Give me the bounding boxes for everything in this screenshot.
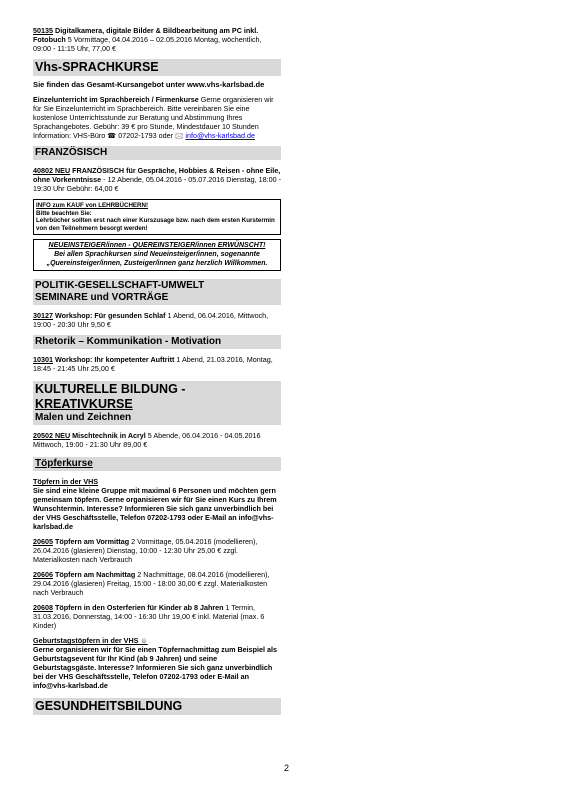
course-details: 1 Termin, 31.03.2016, Donnerstag, 14:00 - 16:30 Uhr 19,00 € inkl. Material (max. 6 Kinder) [33,603,265,631]
politik-heading-line2: SEMINARE und VORTRÄGE [35,292,169,304]
course-20502 [33,431,281,449]
course-number: 40802 NEU [33,166,71,175]
geburtstag-text: Gerne organisieren wir für Sie einen Töpfernachmittag zum Beispiel als Geburtstagsevent für Ihr Kind (ab 9 Jahren) und seine Geburtstagsgäste. Interesse? Informieren Sie sich ganz unverbindlich bei der VHS Geschäftsstelle, Telefon 07202-1793 oder E-Mail an info@vhs-karlsbad.de [33,645,278,691]
neueinsteiger-title: NEUEINSTEIGER/innen - QUEREINSTEIGER/innen ERWÜNSCHT! [48,242,266,250]
neueinsteiger-box [33,239,281,271]
course-title: Mischtechnik in Acryl [70,431,146,441]
einzelunterricht-title: Einzelunterricht im Sprachbereich / Firmenkurse [33,95,199,104]
course-number: 10301 [33,355,53,365]
course-20605 [33,537,281,564]
course-title: Workshop: Ihr kompetenter Auftritt [53,355,175,365]
course-10301 [33,355,281,373]
toepfern-vhs-title: Töpfern in der VHS [33,477,99,487]
page-number: 2 [284,763,290,773]
course-number: 30127 [33,311,53,321]
course-number: 20502 NEU [33,431,71,441]
geburtstag-title: Geburtstagstöpfern in der VHS ☺ [33,636,148,646]
kultur-heading-a: KULTURELLE BILDUNG - [35,382,186,397]
info-box-title: INFO zum KAUF von LEHRBÜCHERN! [36,202,149,209]
info-box-line1: Bitte beachten Sie: [36,209,92,217]
page-content [33,26,281,715]
kultur-heading [35,382,279,412]
section-heading-rhetorik: Rhetorik – Kommunikation - Motivation [33,335,281,349]
course-title: Töpfern in den Osterferien für Kinder ab 8 Jahren [53,603,224,613]
lehrbuecher-info-box [33,199,281,235]
course-number: 50135 [33,26,53,35]
course-details: 5 Abende, 06.04.2016 - 04.05.2016 Mittwoch, 19:00 - 21:30 Uhr 89,00 € [33,431,261,450]
course-20608 [33,603,281,630]
section-heading-politik [33,279,281,305]
course-number: 20608 [33,603,53,613]
course-details: - 12 Abende, 05.04.2016 - 05.07.2016 Dienstag, 18:00 - 19:30 Uhr Gebühr: 64,00 € [33,175,281,193]
kultur-subheading: Malen und Zeichnen [35,412,132,424]
sprach-subheading: Sie finden das Gesamt-Kursangebot unter www.vhs-karlsbad.de [33,80,265,89]
einzelunterricht-text [33,95,281,140]
course-details: 1 Abend, 06.04.2016, Mittwoch, 19:00 - 20:30 Uhr 9,50 € [33,311,269,330]
course-50135 [33,26,281,53]
politik-heading-line1: POLITIK-GESELLSCHAFT-UMWELT [35,280,205,292]
section-heading-franzoesisch: FRANZÖSISCH [33,146,281,160]
kultur-heading-b: KREATIVKURSE [35,397,133,412]
section-heading-kultur [33,381,281,425]
section-heading-sprachkurse: Vhs-SPRACHKURSE [33,59,281,76]
course-title: Töpfern am Nachmittag [53,570,136,580]
email-link[interactable]: info@vhs-karlsbad.de [185,131,256,140]
course-details: 2 Vormittage, 05.04.2016 (modellieren), 26.04.2016 (glasieren) Dienstag, 10:00 - 12:30 Uhr 25,00 € zzgl. Materialkosten nach Verbrauch [33,537,258,565]
course-title: Digitalkamera, digitale Bilder & Bildbearbeitung am PC inkl. Fotobuch [33,26,259,44]
course-title: Töpfern am Vormittag [53,537,130,547]
course-details: 1 Abend, 21.03.2016, Montag, 18:45 - 21:45 Uhr 25,00 € [33,355,273,374]
neueinsteiger-text: Bei allen Sprachkursen sind Neueinsteiger/innen, sogenannte „Quereinsteiger/innen, Zusteiger/innen ganz herzlich Willkommen. [46,250,268,267]
course-details: 2 Nachmittage, 08.04.2016 (modellieren), 29.04.2016 (glasieren) Freitag, 15:00 - 18:00 30,00 € zzgl. Materialkosten nach Verbrauch [33,570,270,598]
course-30127 [33,311,281,329]
course-number: 20605 [33,537,53,547]
info-box-line2: Lehrbücher sollten erst nach einer Kurszusage bzw. nach dem ersten Kurstermin von den Teilnehmern besorgt werden! [36,217,275,232]
einzelunterricht-body: Gerne organisieren wir für Sie Einzelunterricht im Sprachbereich. Bitte vereinbaren Sie eine kostenlose Unterrichtsstunde zur Beratung und Abstimmung Ihres Sprachangebotes. Gebühr: 39 € pro Stunde, Mindestdauer 10 Stunden Information: VHS-Büro ☎ 07202-1793 oder 🖂 [33,95,274,140]
section-heading-gesundheit: GESUNDHEITSBILDUNG [33,698,281,715]
course-40802 [33,166,281,193]
course-20606 [33,570,281,597]
course-title: Workshop: Für gesunden Schlaf [53,311,166,321]
toepfern-vhs-text: Sie sind eine kleine Gruppe mit maximal 6 Personen und möchten gern gemeinsam töpfern. Gerne organisieren wir für Sie einen Kurs zu Ihrem Wunschtermin. Interesse? Informieren Sie sich ganz unverbindlich bei der VHS Geschäftsstelle, Telefon 07202-1793 oder E-Mail an info@vhs-karlsbad.de [33,486,277,532]
course-number: 20606 [33,570,53,580]
course-details: 5 Vormittage, 04.04.2016 – 02.05.2016 Montag, wöchentlich, 09:00 - 11:15 Uhr, 77,00 € [33,35,262,53]
section-heading-toepferkurse: Töpferkurse [33,457,281,471]
course-title: FRANZÖSISCH für Gespräche, Hobbies & Reisen - ohne Eile, ohne Vorkenntnisse [33,166,281,184]
